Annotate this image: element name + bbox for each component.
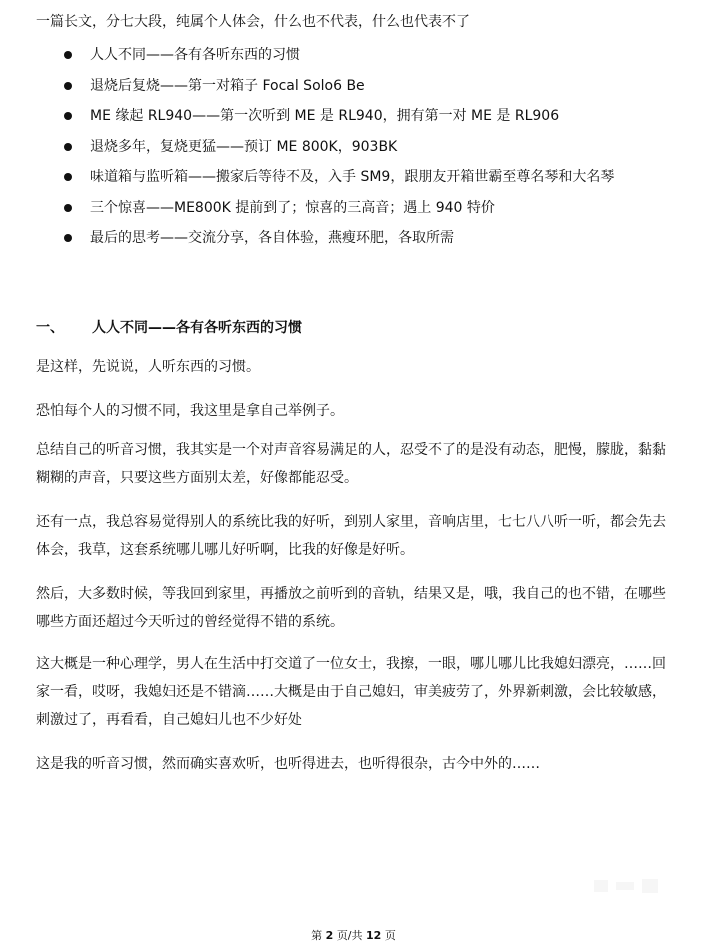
toc-item-text: 最后的思考——交流分享，各自体验，燕瘦环肥，各取所需: [90, 230, 454, 246]
footer-middle: 页/共: [336, 929, 363, 942]
toc-item-text: 人人不同——各有各听东西的习惯: [90, 47, 300, 63]
bullet-icon: [64, 173, 72, 181]
toc-item-text: ME 缘起 RL940——第一次听到 ME 是 RL940，拥有第一对 ME 是 RL906: [90, 108, 560, 124]
footer-prefix: 第: [311, 929, 323, 942]
faint-watermark: [592, 876, 662, 896]
toc-item: [56, 223, 614, 254]
section-number: 一、: [36, 320, 64, 336]
body-paragraph: 还有一点，我总容易觉得别人的系统比我的好听，到别人家里，音响店里，七七八八听一听，都会先去体会，我草，这套系统哪儿哪儿好听啊，比我的好像是好听。: [36, 514, 666, 558]
section-heading: [36, 318, 302, 338]
bullet-icon: [64, 112, 72, 120]
toc-item-text: 三个惊喜——ME800K 提前到了；惊喜的三高音；遇上 940 特价: [90, 199, 495, 216]
body-paragraph: 是这样，先说说，人听东西的习惯。: [36, 359, 260, 375]
body-paragraph: 这是我的听音习惯，然而确实喜欢听，也听得进去，也听得很杂，古今中外的……: [36, 756, 540, 772]
section-title: 人人不同——各有各听东西的习惯: [92, 320, 302, 336]
body-paragraph: 恐怕每个人的习惯不同，我这里是拿自己举例子。: [36, 403, 344, 419]
toc-item: [56, 40, 614, 71]
bullet-icon: [64, 204, 72, 212]
footer-suffix: 页: [384, 929, 396, 942]
body-paragraph: 这大概是一种心理学，男人在生活中打交道了一位女士，我擦，一眼，哪儿哪儿比我媳妇漂亮，……回家一看，哎呀，我媳妇还是不错滴……大概是由于自己媳妇，审美疲劳了，外界新刺激，会比较敏感，刺激过了，再看看，自己媳妇儿也不少好处: [36, 656, 666, 728]
body-paragraph: 然后，大多数时候，等我回到家里，再播放之前听到的音轨，结果又是，哦，我自己的也不错，在哪些哪些方面还超过今天听过的曾经觉得不错的系统。: [36, 586, 666, 630]
toc-item-text: 退烧多年，复烧更猛——预订 ME 800K，903BK: [90, 138, 398, 155]
bullet-icon: [64, 82, 72, 90]
bullet-icon: [64, 234, 72, 242]
toc-item: [56, 193, 614, 224]
toc-item: [56, 71, 614, 102]
toc-item: [56, 101, 614, 132]
toc-item-text: 味道箱与监听箱——搬家后等待不及，入手 SM9，跟朋友开箱世霸至尊名琴和大名琴: [90, 169, 615, 185]
bullet-icon: [64, 143, 72, 151]
footer-page-number: 2: [325, 929, 334, 942]
toc-item: [56, 132, 614, 163]
page-footer: [0, 928, 707, 944]
toc-item-text: 退烧后复烧——第一对箱子 Focal Solo6 Be: [90, 77, 365, 94]
table-of-contents: [56, 40, 614, 254]
toc-item: [56, 162, 614, 193]
body-paragraph: 总结自己的听音习惯，我其实是一个对声音容易满足的人，忍受不了的是没有动态，肥慢，朦胧，黏黏糊糊的声音，只要这些方面别太差，好像都能忍受。: [36, 442, 666, 486]
footer-total-pages: 12: [366, 929, 382, 942]
intro-line: 一篇长文，分七大段，纯属个人体会，什么也不代表，什么也代表不了: [36, 14, 470, 30]
bullet-icon: [64, 51, 72, 59]
